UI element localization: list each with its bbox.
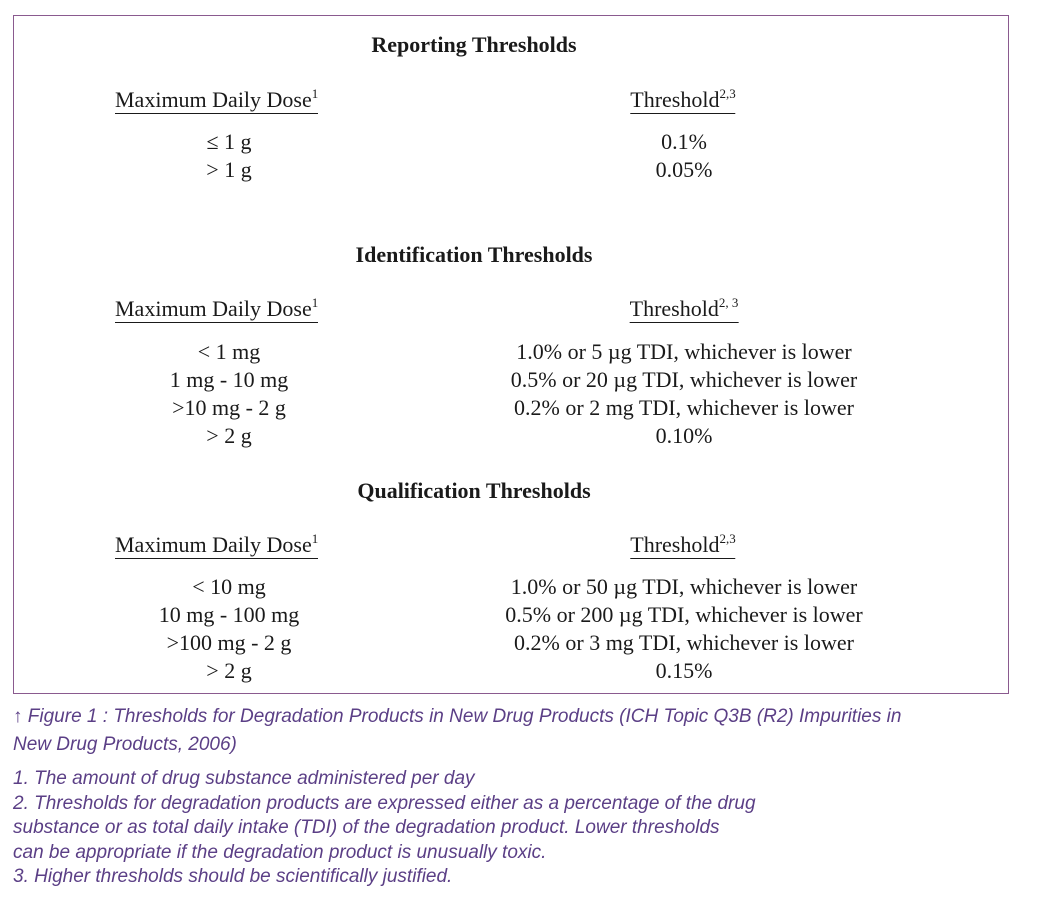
footnote-line: 2. Thresholds for degradation products are expressed either as a percentage of the drug [13,792,756,814]
dose-cell: < 10 mg [192,574,266,599]
threshold-cell: 0.5% or 200 µg TDI, whichever is lower [505,602,863,627]
dose-cell: 10 mg - 100 mg [158,602,300,627]
dose-cell: > 2 g [206,423,252,448]
footnote-line: 3. Higher thresholds should be scientifically justified. [13,866,453,887]
reporting-title: Reporting Thresholds [371,32,577,57]
dose-cell: 1 mg - 10 mg [169,367,289,392]
qualification-title: Qualification Thresholds [357,478,591,503]
threshold-figure [13,15,1009,694]
threshold-cell: 0.2% or 2 mg TDI, whichever is lower [514,395,854,420]
threshold-cell: 1.0% or 5 µg TDI, whichever is lower [516,339,852,364]
qualification-threshold-header: Threshold$^{2,3}$ [630,531,736,557]
caption-title-line: New Drug Products, 2006) [13,734,237,755]
caption-title [13,703,1013,759]
threshold-cell: 0.1% [661,129,707,154]
qualification-dose-header: Maximum Daily Dose$^1$ [115,531,319,557]
reporting-dose-list [129,128,329,184]
reporting-threshold-header: Threshold$^{2,3}$ [630,86,736,112]
caption-title-line: ↑ Figure 1 : Thresholds for Degradation Products in New Drug Products (ICH Topic Q3B (R2) Impurities in [13,706,902,727]
threshold-cell: 0.05% [655,157,713,182]
dose-cell: < 1 mg [197,339,261,364]
identification-threshold-list [434,338,934,450]
qualification-dose-list [129,573,329,685]
footnote-line: 1. The amount of drug substance administered per day [13,768,475,789]
dose-cell: ≤ 1 g [206,129,252,154]
threshold-cell: 1.0% or 50 µg TDI, whichever is lower [510,574,858,599]
dose-cell: >10 mg - 2 g [172,395,286,420]
footnote-line: can be appropriate if the degradation product is unusually toxic. [13,841,547,863]
footnotes [13,767,1013,890]
dose-cell: > 2 g [206,658,252,683]
identification-dose-list [129,338,329,450]
footnote-line: substance or as total daily intake (TDI) of the degradation product. Lower thresholds [13,817,720,838]
identification-dose-header: Maximum Daily Dose$^1$ [115,295,319,321]
threshold-cell: 0.5% or 20 µg TDI, whichever is lower [510,367,858,392]
threshold-cell: 0.15% [655,658,713,683]
figure-caption [13,703,1013,890]
dose-cell: > 1 g [206,157,252,182]
identification-title: Identification Thresholds [355,242,593,267]
reporting-dose-header: Maximum Daily Dose$^1$ [115,86,319,112]
qualification-threshold-list [434,573,934,685]
identification-threshold-header: Threshold$^{2, 3}$ [629,295,739,321]
dose-cell: >100 mg - 2 g [166,630,292,655]
threshold-cell: 0.10% [655,423,713,448]
reporting-threshold-list [434,128,934,184]
threshold-cell: 0.2% or 3 mg TDI, whichever is lower [514,630,854,655]
